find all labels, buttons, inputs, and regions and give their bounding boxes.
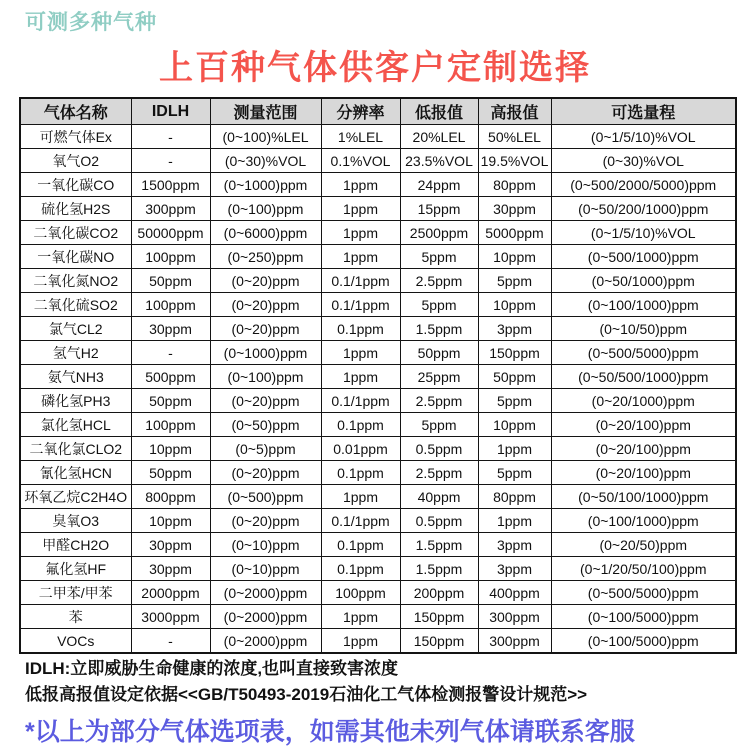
table-cell: (0~10)ppm (210, 557, 321, 581)
table-cell: (0~20)ppm (210, 293, 321, 317)
table-cell: 3ppm (478, 557, 551, 581)
table-cell: 0.1%VOL (321, 149, 400, 173)
header-low-alarm: 低报值 (400, 98, 478, 125)
table-cell: (0~2000)ppm (210, 581, 321, 605)
table-row (20, 629, 736, 654)
table-row (20, 197, 736, 221)
table-cell: (0~2000)ppm (210, 629, 321, 654)
table-cell: 3000ppm (131, 605, 210, 629)
table-cell: (0~20)ppm (210, 269, 321, 293)
table-cell: 1.5ppm (400, 533, 478, 557)
table-cell: (0~50/500/1000)ppm (551, 365, 736, 389)
table-cell: 5ppm (478, 269, 551, 293)
table-cell: (0~20)ppm (210, 509, 321, 533)
table-cell: 150ppm (478, 341, 551, 365)
table-row (20, 437, 736, 461)
table-row (20, 125, 736, 149)
table-cell: 24ppm (400, 173, 478, 197)
top-tagline: 可测多种气种 (25, 11, 157, 34)
table-cell: 1.5ppm (400, 557, 478, 581)
table-cell: 50ppm (131, 461, 210, 485)
table-cell: 30ppm (131, 317, 210, 341)
table-cell: 40ppm (400, 485, 478, 509)
table-cell: 2000ppm (131, 581, 210, 605)
table-header (20, 98, 736, 125)
table-cell: 0.5ppm (400, 509, 478, 533)
table-cell: (0~30)%VOL (551, 149, 736, 173)
header-gas-name: 气体名称 (20, 98, 131, 125)
table-cell: (0~30)%VOL (210, 149, 321, 173)
table-cell: 1ppm (321, 245, 400, 269)
table-cell: (0~1/20/50/100)ppm (551, 557, 736, 581)
table-row (20, 245, 736, 269)
table-row (20, 341, 736, 365)
table-cell: 0.1ppm (321, 461, 400, 485)
table-cell: (0~100)%LEL (210, 125, 321, 149)
table-cell: (0~100/1000)ppm (551, 509, 736, 533)
table-cell: 50%LEL (478, 125, 551, 149)
gas-spec-table (19, 97, 737, 654)
table-cell: 5ppm (400, 413, 478, 437)
table-cell: 0.5ppm (400, 437, 478, 461)
table-cell: 30ppm (478, 197, 551, 221)
table-cell: 800ppm (131, 485, 210, 509)
table-cell: 0.01ppm (321, 437, 400, 461)
header-resolution: 分辨率 (321, 98, 400, 125)
table-cell: (0~1000)ppm (210, 341, 321, 365)
page-title: 上百种气体供客户定制选择 (159, 49, 591, 87)
table-row (20, 461, 736, 485)
table-cell: 0.1ppm (321, 533, 400, 557)
table-cell: 0.1ppm (321, 413, 400, 437)
table-cell: (0~100/5000)ppm (551, 605, 736, 629)
table-cell: 50000ppm (131, 221, 210, 245)
table-cell: 5ppm (478, 461, 551, 485)
table-cell: 1.5ppm (400, 317, 478, 341)
table-cell: (0~50/100/1000)ppm (551, 485, 736, 509)
table-cell: (0~20/50)ppm (551, 533, 736, 557)
table-cell: (0~5)ppm (210, 437, 321, 461)
table-row (20, 317, 736, 341)
table-cell: 环氧乙烷C2H4O (20, 485, 131, 509)
header-optional-range: 可选量程 (551, 98, 736, 125)
table-cell: 15ppm (400, 197, 478, 221)
table-cell: - (131, 149, 210, 173)
table-row (20, 485, 736, 509)
table-cell: 50ppm (400, 341, 478, 365)
table-cell: 甲醛CH2O (20, 533, 131, 557)
table-cell: 100ppm (321, 581, 400, 605)
table-cell: 1ppm (321, 365, 400, 389)
table-cell: VOCs (20, 629, 131, 654)
table-cell: 0.1/1ppm (321, 293, 400, 317)
table-cell: 1ppm (321, 197, 400, 221)
table-cell: 100ppm (131, 245, 210, 269)
table-row (20, 365, 736, 389)
table-cell: 二氧化硫SO2 (20, 293, 131, 317)
table-cell: (0~10)ppm (210, 533, 321, 557)
table-cell: 5ppm (400, 245, 478, 269)
table-cell: 一氧化碳CO (20, 173, 131, 197)
table-cell: 300ppm (478, 605, 551, 629)
table-cell: 可燃气体Ex (20, 125, 131, 149)
table-cell: 2.5ppm (400, 389, 478, 413)
table-cell: 100ppm (131, 293, 210, 317)
table-cell: (0~10/50)ppm (551, 317, 736, 341)
table-row (20, 557, 736, 581)
table-cell: (0~500)ppm (210, 485, 321, 509)
table-cell: 300ppm (131, 197, 210, 221)
table-cell: 1ppm (321, 341, 400, 365)
table-cell: 2.5ppm (400, 269, 478, 293)
table-cell: 10ppm (478, 413, 551, 437)
table-cell: 10ppm (478, 245, 551, 269)
table-cell: 50ppm (131, 389, 210, 413)
table-header-row (20, 98, 736, 125)
table-cell: (0~500/5000)ppm (551, 581, 736, 605)
table-cell: (0~20/100)ppm (551, 437, 736, 461)
table-cell: 300ppm (478, 629, 551, 654)
table-cell: (0~50/1000)ppm (551, 269, 736, 293)
table-cell: (0~20)ppm (210, 389, 321, 413)
table-cell: 氧气O2 (20, 149, 131, 173)
table-cell: (0~100/1000)ppm (551, 293, 736, 317)
table-cell: (0~20/100)ppm (551, 413, 736, 437)
note-alarm-basis: 低报高报值设定依据<<GB/T50493-2019石油化工气体检测报警设计规范>> (25, 685, 588, 704)
table-cell: - (131, 629, 210, 654)
table-cell: 1500ppm (131, 173, 210, 197)
note-contact-service: *以上为部分气体选项表，如需其他未列气体请联系客服 (25, 718, 635, 746)
table-cell: 400ppm (478, 581, 551, 605)
table-cell: (0~100)ppm (210, 197, 321, 221)
table-cell: 0.1/1ppm (321, 389, 400, 413)
table-cell: 100ppm (131, 413, 210, 437)
table-row (20, 509, 736, 533)
table-cell: 10ppm (131, 437, 210, 461)
table-cell: 150ppm (400, 629, 478, 654)
header-idlh: IDLH (131, 98, 210, 125)
table-row (20, 269, 736, 293)
table-cell: (0~6000)ppm (210, 221, 321, 245)
table-cell: (0~500/2000/5000)ppm (551, 173, 736, 197)
table-cell: 10ppm (131, 509, 210, 533)
table-cell: 氯气CL2 (20, 317, 131, 341)
table-cell: 150ppm (400, 605, 478, 629)
table-cell: 80ppm (478, 173, 551, 197)
table-cell: 1ppm (321, 173, 400, 197)
table-cell: 二氧化氮NO2 (20, 269, 131, 293)
gas-table-body (20, 125, 736, 654)
table-cell: (0~2000)ppm (210, 605, 321, 629)
table-cell: (0~100/5000)ppm (551, 629, 736, 654)
table-cell: 30ppm (131, 557, 210, 581)
table-cell: (0~20)ppm (210, 317, 321, 341)
table-cell: 1ppm (321, 605, 400, 629)
table-row (20, 149, 736, 173)
table-cell: 氟化氢HF (20, 557, 131, 581)
table-cell: 1ppm (321, 485, 400, 509)
table-cell: 80ppm (478, 485, 551, 509)
table-cell: 臭氧O3 (20, 509, 131, 533)
header-measure-range: 测量范围 (210, 98, 321, 125)
table-cell: 50ppm (478, 365, 551, 389)
table-cell: (0~500/5000)ppm (551, 341, 736, 365)
table-row (20, 293, 736, 317)
table-cell: 苯 (20, 605, 131, 629)
table-cell: 30ppm (131, 533, 210, 557)
table-row (20, 221, 736, 245)
table-cell: 1ppm (478, 509, 551, 533)
table-cell: 25ppm (400, 365, 478, 389)
header-high-alarm: 高报值 (478, 98, 551, 125)
table-cell: 0.1ppm (321, 557, 400, 581)
table-cell: 二氧化氯CLO2 (20, 437, 131, 461)
table-row (20, 605, 736, 629)
table-cell: (0~100)ppm (210, 365, 321, 389)
table-cell: 5ppm (478, 389, 551, 413)
table-row (20, 413, 736, 437)
table-cell: 3ppm (478, 317, 551, 341)
footnotes (25, 656, 735, 748)
table-cell: (0~50)ppm (210, 413, 321, 437)
table-cell: 0.1/1ppm (321, 509, 400, 533)
table-cell: - (131, 125, 210, 149)
table-row (20, 533, 736, 557)
table-cell: 1ppm (321, 629, 400, 654)
table-cell: 1%LEL (321, 125, 400, 149)
table-cell: 23.5%VOL (400, 149, 478, 173)
table-cell: 0.1ppm (321, 317, 400, 341)
table-cell: 硫化氢H2S (20, 197, 131, 221)
table-cell: 3ppm (478, 533, 551, 557)
table-cell: 1ppm (478, 437, 551, 461)
table-cell: (0~1/5/10)%VOL (551, 221, 736, 245)
table-cell: (0~500/1000)ppm (551, 245, 736, 269)
table-cell: 2500ppm (400, 221, 478, 245)
table-cell: 10ppm (478, 293, 551, 317)
table-cell: 氨气NH3 (20, 365, 131, 389)
table-cell: 二甲苯/甲苯 (20, 581, 131, 605)
table-cell: 500ppm (131, 365, 210, 389)
table-cell: 氯化氢HCL (20, 413, 131, 437)
table-cell: 氢气H2 (20, 341, 131, 365)
table-row (20, 173, 736, 197)
table-row (20, 581, 736, 605)
table-cell: 5ppm (400, 293, 478, 317)
table-cell: 氰化氢HCN (20, 461, 131, 485)
table-cell: (0~250)ppm (210, 245, 321, 269)
table-cell: 1ppm (321, 221, 400, 245)
table-cell: 20%LEL (400, 125, 478, 149)
table-cell: 2.5ppm (400, 461, 478, 485)
table-cell: (0~20)ppm (210, 461, 321, 485)
table-cell: (0~1/5/10)%VOL (551, 125, 736, 149)
table-cell: 二氧化碳CO2 (20, 221, 131, 245)
table-cell: (0~20/100)ppm (551, 461, 736, 485)
table-cell: (0~1000)ppm (210, 173, 321, 197)
table-cell: 50ppm (131, 269, 210, 293)
table-cell: 一氧化碳NO (20, 245, 131, 269)
table-cell: 0.1/1ppm (321, 269, 400, 293)
table-cell: (0~50/200/1000)ppm (551, 197, 736, 221)
table-cell: 5000ppm (478, 221, 551, 245)
table-cell: (0~20/1000)ppm (551, 389, 736, 413)
table-cell: 磷化氢PH3 (20, 389, 131, 413)
table-cell: - (131, 341, 210, 365)
table-row (20, 389, 736, 413)
table-cell: 200ppm (400, 581, 478, 605)
table-cell: 19.5%VOL (478, 149, 551, 173)
note-idlh-definition: IDLH:立即威胁生命健康的浓度,也叫直接致害浓度 (25, 659, 399, 678)
